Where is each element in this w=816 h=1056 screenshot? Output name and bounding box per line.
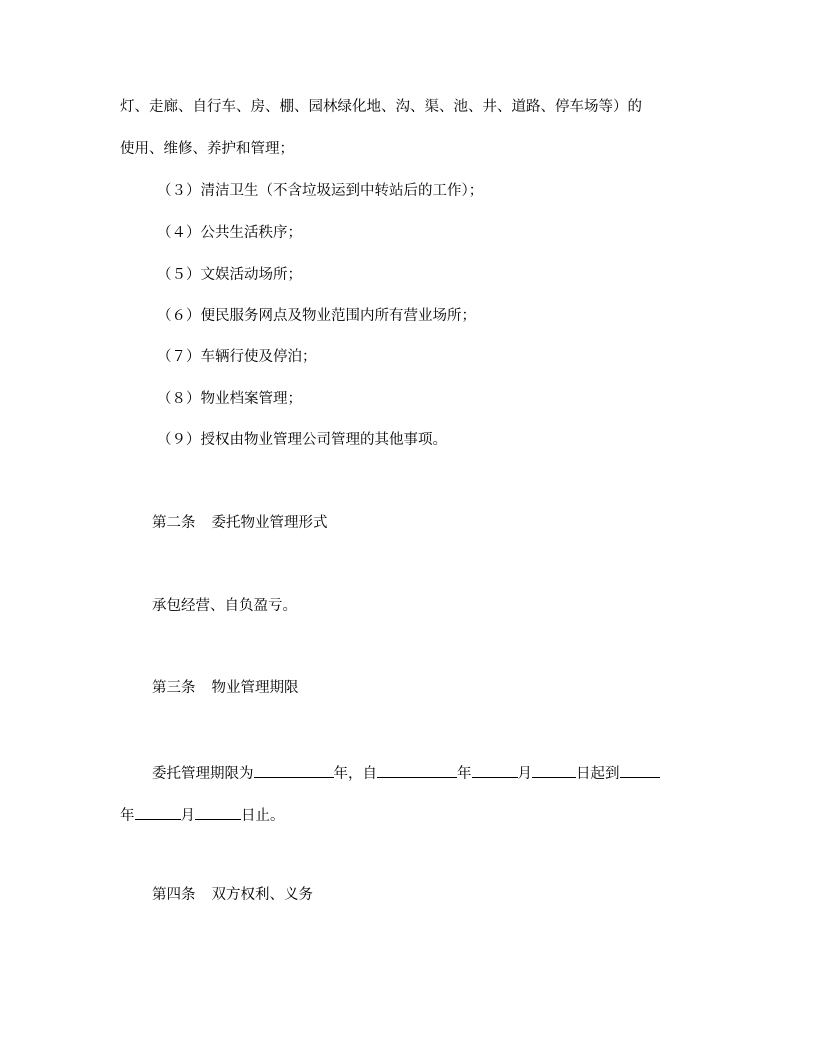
list-item-text: 公共生活秩序； bbox=[200, 225, 302, 241]
list-item-number: （４） bbox=[157, 225, 201, 241]
list-item-number: （７） bbox=[157, 349, 201, 365]
end-day-blank[interactable] bbox=[195, 803, 241, 820]
list-item-4 bbox=[157, 223, 302, 243]
list-item-5 bbox=[157, 265, 302, 285]
list-item-number: （９） bbox=[157, 432, 201, 448]
article-title: 双方权利、义务 bbox=[211, 887, 313, 903]
years-blank[interactable] bbox=[254, 761, 334, 778]
list-item-text: 文娱活动场所； bbox=[200, 267, 302, 283]
article-title: 委托物业管理形式 bbox=[211, 515, 328, 531]
article-3-heading bbox=[152, 678, 299, 698]
list-item-3 bbox=[157, 181, 483, 201]
article-2-body: 承包经营、自负盈亏。 bbox=[152, 598, 297, 614]
start-month-blank[interactable] bbox=[472, 761, 518, 778]
list-item-text: 清洁卫生（不含垃圾运到中转站后的工作）； bbox=[200, 183, 484, 199]
list-item-9 bbox=[157, 430, 447, 450]
term-line-2: 年 月 日止。 bbox=[120, 803, 285, 823]
start-year-blank[interactable] bbox=[377, 761, 457, 778]
list-item-number: （６） bbox=[157, 308, 201, 324]
continuation-line-1: 灯、走廊、自行车、房、棚、园林绿化地、沟、渠、池、井、道路、停车场等）的 bbox=[120, 99, 642, 115]
article-label: 第四条 bbox=[152, 887, 196, 903]
term-line-1: 委托管理期限为 年，自 年 月 日起到 bbox=[152, 761, 660, 781]
start-day-blank[interactable] bbox=[532, 761, 576, 778]
article-4-heading bbox=[152, 885, 313, 905]
end-year-blank[interactable] bbox=[620, 761, 660, 778]
list-item-text: 车辆行使及停泊； bbox=[200, 349, 317, 365]
article-label: 第三条 bbox=[152, 680, 196, 696]
term-prefix: 委托管理期限为 bbox=[152, 766, 254, 782]
list-item-text: 物业档案管理； bbox=[200, 391, 302, 407]
list-item-7 bbox=[157, 347, 317, 367]
continuation-line-2: 使用、维修、养护和管理； bbox=[120, 141, 294, 157]
list-item-8 bbox=[157, 389, 302, 409]
list-item-text: 授权由物业管理公司管理的其他事项。 bbox=[200, 432, 447, 448]
list-item-text: 便民服务网点及物业范围内所有营业场所； bbox=[200, 308, 476, 324]
list-item-number: （３） bbox=[157, 183, 201, 199]
article-title: 物业管理期限 bbox=[211, 680, 299, 696]
list-item-6 bbox=[157, 306, 476, 326]
article-2-heading bbox=[152, 513, 328, 533]
article-label: 第二条 bbox=[152, 515, 196, 531]
list-item-number: （８） bbox=[157, 391, 201, 407]
end-month-blank[interactable] bbox=[135, 803, 181, 820]
list-item-number: （５） bbox=[157, 267, 201, 283]
